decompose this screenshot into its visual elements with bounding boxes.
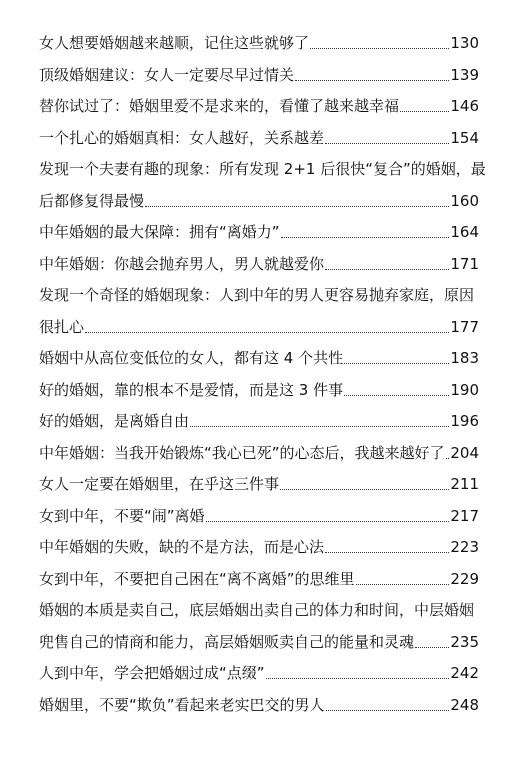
toc-entry-page: 211 — [450, 475, 479, 493]
toc-entry-title-continued: 很扎心 — [39, 317, 85, 336]
dot-leader — [325, 552, 449, 553]
toc-entry[interactable] — [39, 406, 479, 438]
toc-entry-title: 顶级婚姻建议：女人一定要尽早过情关 — [39, 65, 295, 84]
toc-entry[interactable] — [39, 186, 479, 218]
toc-entry-page: 154 — [450, 128, 479, 147]
toc-entry-title: 发现一个夫妻有趣的现象：所有发现 2+1 后很快“复合”的婚姻，最 — [39, 160, 486, 178]
toc-entry-title: 发现一个奇怪的婚姻现象：人到中年的男人更容易抛弃家庭，原因 — [39, 286, 475, 304]
toc-entry-title-continued: 兜售自己的情商和能力，高层婚姻贩卖自己的能量和灵魂 — [39, 632, 415, 651]
toc-entry-title: 女到中年，不要把自己困在“离不离婚”的思维里 — [39, 569, 355, 588]
toc-entry-title: 中年婚姻：你越会抛弃男人，男人就越爱你 — [39, 254, 325, 273]
toc-entry-page: 235 — [450, 632, 479, 651]
toc-entry[interactable] — [39, 501, 479, 533]
toc-entry-page: 217 — [450, 506, 479, 525]
toc-entry-page: 164 — [450, 223, 479, 241]
toc-entry-title: 中年婚姻：当我开始锻炼“我心已死”的心态后，我越来越好了 — [39, 443, 445, 462]
toc-entry-title: 中年婚姻的最大保障：拥有“离婚力” — [39, 223, 280, 241]
dot-leader — [446, 458, 450, 459]
toc-entry-page: 248 — [450, 695, 479, 714]
toc-entry[interactable] — [39, 627, 479, 659]
toc-entry-title: 人到中年，学会把婚姻过成“点缀” — [39, 664, 265, 682]
dot-leader — [295, 80, 449, 81]
dot-leader — [206, 521, 450, 522]
toc-entry[interactable] — [39, 60, 479, 92]
toc-entry-page: 196 — [450, 412, 479, 430]
toc-entry[interactable] — [39, 564, 479, 596]
toc-entry[interactable] — [39, 532, 479, 564]
toc-entry-page: 160 — [450, 191, 479, 210]
toc-entry-first-line[interactable] — [39, 280, 479, 312]
toc-entry-title: 婚姻中从高位变低位的女人，都有这 4 个共性 — [39, 349, 344, 367]
toc-entry-page: 204 — [450, 443, 479, 462]
dot-leader — [325, 143, 449, 144]
table-of-contents — [39, 28, 486, 721]
dot-leader — [310, 48, 449, 49]
toc-entry-title: 婚姻的本质是卖自己，底层婚姻出卖自己的体力和时间，中层婚姻 — [39, 601, 475, 619]
dot-leader — [190, 426, 449, 427]
toc-entry-page: 229 — [450, 569, 479, 588]
toc-entry-title: 好的婚姻，靠的根本不是爱情，而是这 3 件事 — [39, 380, 344, 399]
toc-entry-title: 女到中年，不要“闹”离婚 — [39, 506, 205, 525]
toc-entry-title: 女人一定要在婚姻里，在乎这三件事 — [39, 475, 280, 493]
toc-entry[interactable] — [39, 469, 479, 501]
dot-leader — [281, 237, 450, 238]
dot-leader — [325, 269, 449, 270]
toc-entry-page: 171 — [450, 254, 479, 273]
toc-entry[interactable] — [39, 91, 479, 123]
toc-entry-page: 183 — [450, 349, 479, 367]
toc-entry-title: 中年婚姻的失败，缺的不是方法，而是心法 — [39, 538, 325, 556]
toc-entry-title: 婚姻里，不要“欺负”看起来老实巴交的男人 — [39, 695, 325, 714]
toc-entry-first-line[interactable] — [39, 154, 486, 186]
toc-entry-first-line[interactable] — [39, 595, 479, 627]
toc-entry-title: 一个扎心的婚姻真相：女人越好，关系越差 — [39, 128, 325, 147]
toc-entry-page: 177 — [450, 317, 479, 336]
toc-entry[interactable] — [39, 690, 479, 722]
toc-entry[interactable] — [39, 312, 479, 344]
toc-entry[interactable] — [39, 249, 479, 281]
toc-entry[interactable] — [39, 343, 479, 375]
toc-entry-page: 139 — [450, 65, 479, 84]
dot-leader — [266, 678, 450, 679]
toc-entry[interactable] — [39, 438, 479, 470]
dot-leader — [415, 647, 449, 648]
toc-entry[interactable] — [39, 217, 479, 249]
dot-leader — [326, 710, 450, 711]
toc-entry-page: 146 — [450, 97, 479, 115]
toc-entry-page: 130 — [450, 34, 479, 52]
toc-entry-title: 替你试过了：婚姻里爱不是求来的，看懂了越来越幸福 — [39, 97, 400, 115]
dot-leader — [356, 584, 450, 585]
toc-entry-page: 190 — [450, 380, 479, 399]
dot-leader — [280, 489, 449, 490]
dot-leader — [344, 395, 449, 396]
toc-entry-page: 242 — [450, 664, 479, 682]
toc-entry[interactable] — [39, 658, 479, 690]
toc-entry[interactable] — [39, 375, 479, 407]
toc-entry-title: 女人想要婚姻越来越顺，记住这些就够了 — [39, 34, 310, 52]
dot-leader — [145, 206, 449, 207]
dot-leader — [344, 363, 449, 364]
toc-entry-title: 好的婚姻，是离婚自由 — [39, 412, 190, 430]
toc-entry-page: 223 — [450, 538, 479, 556]
toc-entry[interactable] — [39, 123, 479, 155]
dot-leader — [85, 332, 449, 333]
dot-leader — [400, 111, 449, 112]
toc-entry-title-continued: 后都修复得最慢 — [39, 191, 145, 210]
toc-entry[interactable] — [39, 28, 479, 60]
